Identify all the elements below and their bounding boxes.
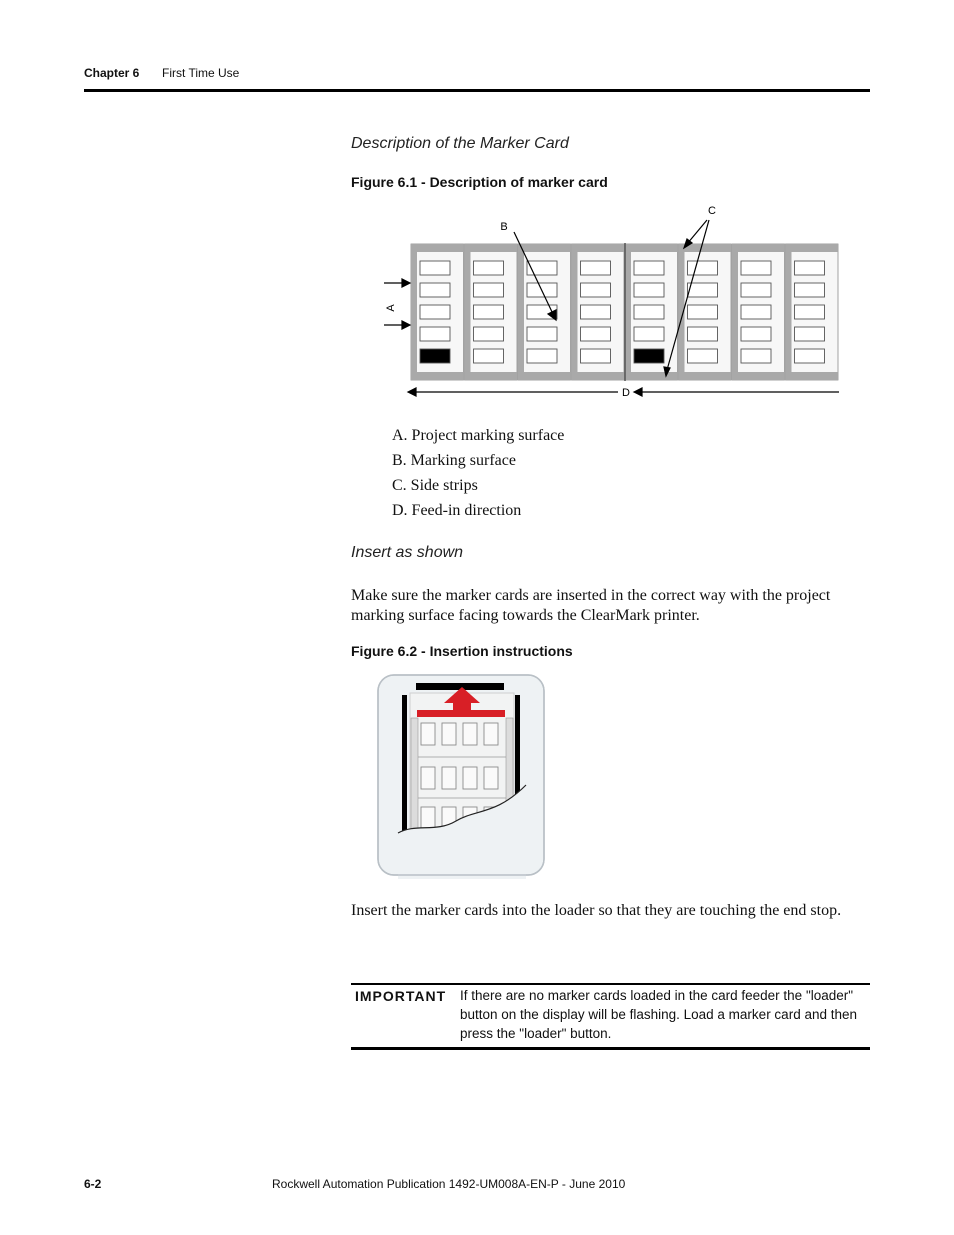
project-marking-cell: [420, 349, 450, 363]
left-rail: [402, 695, 407, 835]
marking-cell: [688, 349, 718, 363]
marking-cell: [741, 283, 771, 297]
paragraph-orientation: Make sure the marker cards are inserted in the correct way with the project marking surface facing towards the ClearMark printer.: [351, 587, 831, 624]
marking-cell: [527, 349, 557, 363]
marking-cell: [420, 283, 450, 297]
marker-card-strip: [411, 243, 838, 381]
legend-item-d: D. Feed-in direction: [392, 502, 522, 519]
arrow-a: [384, 279, 410, 329]
marking-cell: [474, 349, 504, 363]
side-strip-left: [732, 244, 738, 380]
loader-cell: [442, 767, 456, 789]
side-strip-top: [625, 244, 678, 252]
loader-cell: [442, 723, 456, 745]
side-strip-left: [625, 244, 631, 380]
insertion-diagram: [376, 673, 548, 879]
marking-cell: [581, 283, 611, 297]
side-strip-bottom: [732, 372, 785, 380]
marking-cell: [741, 349, 771, 363]
marking-cell: [688, 305, 718, 319]
marking-cell: [795, 261, 825, 275]
marking-cell: [795, 305, 825, 319]
side-strip-left: [572, 244, 578, 380]
page-number: 6-2: [84, 1177, 102, 1191]
side-strip-bottom: [679, 372, 732, 380]
loader-cell: [463, 723, 477, 745]
important-label: IMPORTANT: [355, 988, 447, 1004]
side-strip-bottom: [518, 372, 571, 380]
marking-cell: [795, 349, 825, 363]
loader-cell: [421, 807, 435, 829]
side-strip-top: [786, 244, 839, 252]
important-text: If there are no marker cards loaded in the card feeder the "loader" button on the display will be flashing. Load a marker card and then press the "loader" button.: [460, 988, 857, 1041]
label-a: A: [385, 304, 397, 312]
important-top-rule: [351, 983, 870, 985]
marking-cell: [634, 283, 664, 297]
side-strip-bottom: [625, 372, 678, 380]
side-strip-left: [518, 244, 524, 380]
marking-cell: [581, 349, 611, 363]
side-strip-top: [465, 244, 518, 252]
loader-cell: [484, 767, 498, 789]
marking-cell: [634, 261, 664, 275]
marking-cell: [474, 305, 504, 319]
header-rule: [84, 89, 870, 92]
section-heading-marker-card: Description of the Marker Card: [351, 135, 569, 152]
side-strip-left: [465, 244, 471, 380]
loader-cell: [421, 767, 435, 789]
marking-cell: [688, 283, 718, 297]
label-c: C: [708, 205, 716, 217]
marking-cell: [741, 305, 771, 319]
side-strip-bottom: [572, 372, 625, 380]
label-b: B: [500, 221, 508, 233]
legend-item-a: A. Project marking surface: [392, 427, 565, 444]
side-strip-top: [732, 244, 785, 252]
marking-cell: [688, 327, 718, 341]
loader-cell: [484, 723, 498, 745]
marker-card-diagram: [376, 198, 846, 408]
marking-cell: [581, 261, 611, 275]
marking-cell: [741, 261, 771, 275]
side-strip-top: [518, 244, 571, 252]
side-strip-left: [411, 244, 417, 380]
paragraph-insert: Insert the marker cards into the loader so that they are touching the end stop.: [351, 902, 842, 919]
loader-cell: [463, 767, 477, 789]
side-strip-bottom: [465, 372, 518, 380]
card-edge-red: [417, 710, 505, 717]
marking-cell: [634, 327, 664, 341]
marking-cell: [741, 327, 771, 341]
publication-info: Rockwell Automation Publication 1492-UM008A-EN-P - June 2010: [272, 1177, 626, 1191]
figure-1-caption: Figure 6.1 - Description of marker card: [351, 174, 608, 190]
marking-cell: [795, 327, 825, 341]
marking-cell: [420, 327, 450, 341]
marking-cell: [420, 305, 450, 319]
marking-cell: [527, 327, 557, 341]
figure-2-caption: Figure 6.2 - Insertion instructions: [351, 643, 573, 659]
marking-cell: [474, 283, 504, 297]
marking-cell: [634, 305, 664, 319]
marking-cell: [474, 327, 504, 341]
side-strip-top: [411, 244, 464, 252]
marking-cell: [581, 305, 611, 319]
loader-cell: [421, 723, 435, 745]
important-bottom-rule: [351, 1047, 870, 1050]
marking-cell: [795, 283, 825, 297]
chapter-label: Chapter 6: [84, 66, 140, 80]
chapter-title: First Time Use: [162, 66, 240, 80]
marking-cell: [474, 261, 504, 275]
project-marking-cell: [634, 349, 664, 363]
label-d: D: [622, 387, 630, 399]
side-strip-left: [786, 244, 792, 380]
legend-item-b: B. Marking surface: [392, 452, 516, 469]
marking-cell: [688, 261, 718, 275]
legend-item-c: C. Side strips: [392, 477, 478, 494]
section-heading-insert: Insert as shown: [351, 544, 464, 561]
marking-cell: [420, 261, 450, 275]
side-strip-top: [572, 244, 625, 252]
marking-cell: [581, 327, 611, 341]
side-strip-bottom: [786, 372, 839, 380]
side-strip-bottom: [411, 372, 464, 380]
